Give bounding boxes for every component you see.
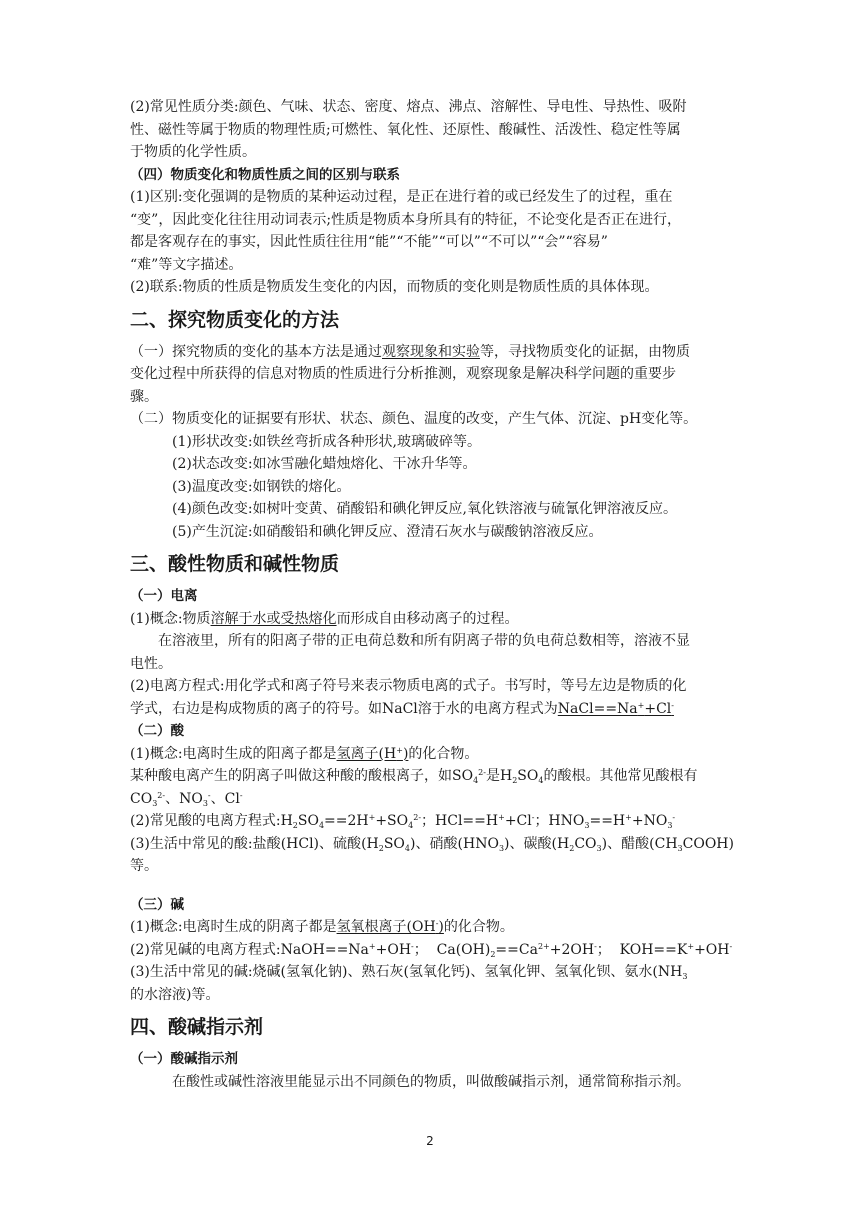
text-line: 都是客观存在的事实，因此性质往往用“能”“不能”“可以”“不可以”“会”“容易” [130,234,608,250]
text-line: 的水溶液)等。 [130,986,220,1003]
text-line: (2)常见碱的电离方程式:NaOH==Na++OH-； $Ca(OH)_2==Ca^{2+}+2OH^-$； KOH==K++OH- [130,941,733,959]
subsection-heading: （三）碱 [130,896,184,913]
underlined-equation: NaCl==Na++Cl- [557,700,674,717]
list-item: (1)形状改变:如铁丝弯折成各种形状,玻璃破碎等。 [172,433,481,450]
text-line: 在溶液里，所有的阳离子带的正电荷总数和所有阴离子带的负电荷总数相等，溶液不显 [158,633,690,649]
text-line: 在酸性或碱性溶液里能显示出不同颜色的物质，叫做酸碱指示剂，通常简称指示剂。 [172,1073,690,1090]
underlined-term: 观察现象和实验 [382,343,480,360]
section-title: 四、酸碱指示剂 [130,1016,264,1038]
text-line: (2)联系:物质的性质是物质发生变化的内因，而物质的变化则是物质性质的具体体现。 [130,279,659,295]
subsection-heading: （一）电离 [130,588,198,604]
text-line: (3)生活中常见的碱:烧碱(氢氧化钠)、熟石灰(氢氧化钙)、氢氧化钾、氢氧化钡、氨水($NH_3$ [130,964,688,981]
text-line: 变化过程中所获得的信息对物质的性质进行分析推测，观察现象是解决科学问题的重要步 [130,366,676,382]
page-content [130,96,734,1093]
text-line: （一）探究物质的变化的基本方法是通过观察现象和实验等，寻找物质变化的证据，由物质 [130,343,690,360]
section-title: 三、酸性物质和碱性物质 [130,553,340,575]
list-item: (3)温度改变:如钢铁的熔化。 [172,478,351,495]
subsection-heading: （二）酸 [130,723,184,739]
text-line: (2)常见性质分类:颜色、气味、状态、密度、熔点、沸点、溶解性、导电性、导热性、吸附 [130,99,687,115]
text-line: 学式，右边是构成物质的离子的符号。如NaCl溶于水的电离方程式为NaCl==Na++Cl- [130,700,674,717]
text-line: (2)常见酸的电离方程式$:H_2SO_4==2H^++SO_4^{2-}$；HCl==H++Cl-；$HNO_3==H^++NO_3^-$ [130,813,676,830]
underlined-term: 溶解于水或受热熔化 [210,610,337,627]
subsection-heading: （四）物质变化和物质性质之间的区别与联系 [130,166,400,183]
underlined-term: 氢氧根离子(OH-) [336,919,444,935]
text-line: (1)概念:电离时生成的阳离子都是氢离子(H+)的化合物。 [130,745,479,762]
section-title: 二、探究物质变化的方法 [130,308,340,331]
list-item: (5)产生沉淀:如硝酸铅和碘化钾反应、澄清石灰水与碳酸钠溶液反应。 [172,523,603,540]
list-item: (4)颜色改变:如树叶变黄、硝酸铅和碘化钾反应,氧化铁溶液与硫氰化钾溶液反应。 [172,501,677,517]
text-line: 骤。 [130,388,158,405]
text-line: $CO_3^{2-}$、$NO_3^-$、Cl- [130,790,243,808]
text-line: (1)区别:变化强调的是物质的某种运动过程，是正在进行着的或已经发生了的过程，重在 [130,189,673,205]
text-line: “难”等文字描述。 [130,256,243,273]
subsection-heading: （一）酸碱指示剂 [130,1051,238,1067]
text-line: 于物质的化学性质。 [130,144,256,160]
text-line: 电性。 [130,655,172,672]
underlined-term: 氢离子(H+) [336,745,409,762]
list-item: (2)状态改变:如冰雪融化蜡烛熔化、干冰升华等。 [172,456,477,472]
text-line: “变”，因此变化往往用动词表示;性质是物质本身所具有的特征，不论变化是否正在进行， [130,211,682,228]
text-line: (3)生活中常见的酸:盐酸(HCl)、硫酸$(H_2SO_4)$、硝酸$(HNO_3)$、碳酸$(H_2CO_3)$、醋酸$(CH_3COOH)$等。 [130,835,734,874]
text-line: (2)电离方程式:用化学式和离子符号来表示物质电离的式子。书写时，等号左边是物质的化 [130,678,687,694]
text-line: （二）物质变化的证据要有形状、状态、颜色、温度的改变，产生气体、沉淀、pH变化等。 [130,411,698,427]
text-line: (1)概念:电离时生成的阴离子都是氢氧根离子(OH-)的化合物。 [130,919,514,935]
text-line: 性、磁性等属于物质的物理性质;可燃性、氧化性、还原性、酸碱性、活泼性、稳定性等属 [130,121,681,138]
text-line: 某种酸电离产生的阴离子叫做这种酸的酸根离子，如$SO_4^{2-}$是$H_2SO_4$的酸根。其他常见酸根有 [130,768,698,785]
page-number: 2 [426,1134,434,1148]
text-line: (1)概念:物质溶解于水或受热熔化而形成自由移动离子的过程。 [130,610,519,627]
